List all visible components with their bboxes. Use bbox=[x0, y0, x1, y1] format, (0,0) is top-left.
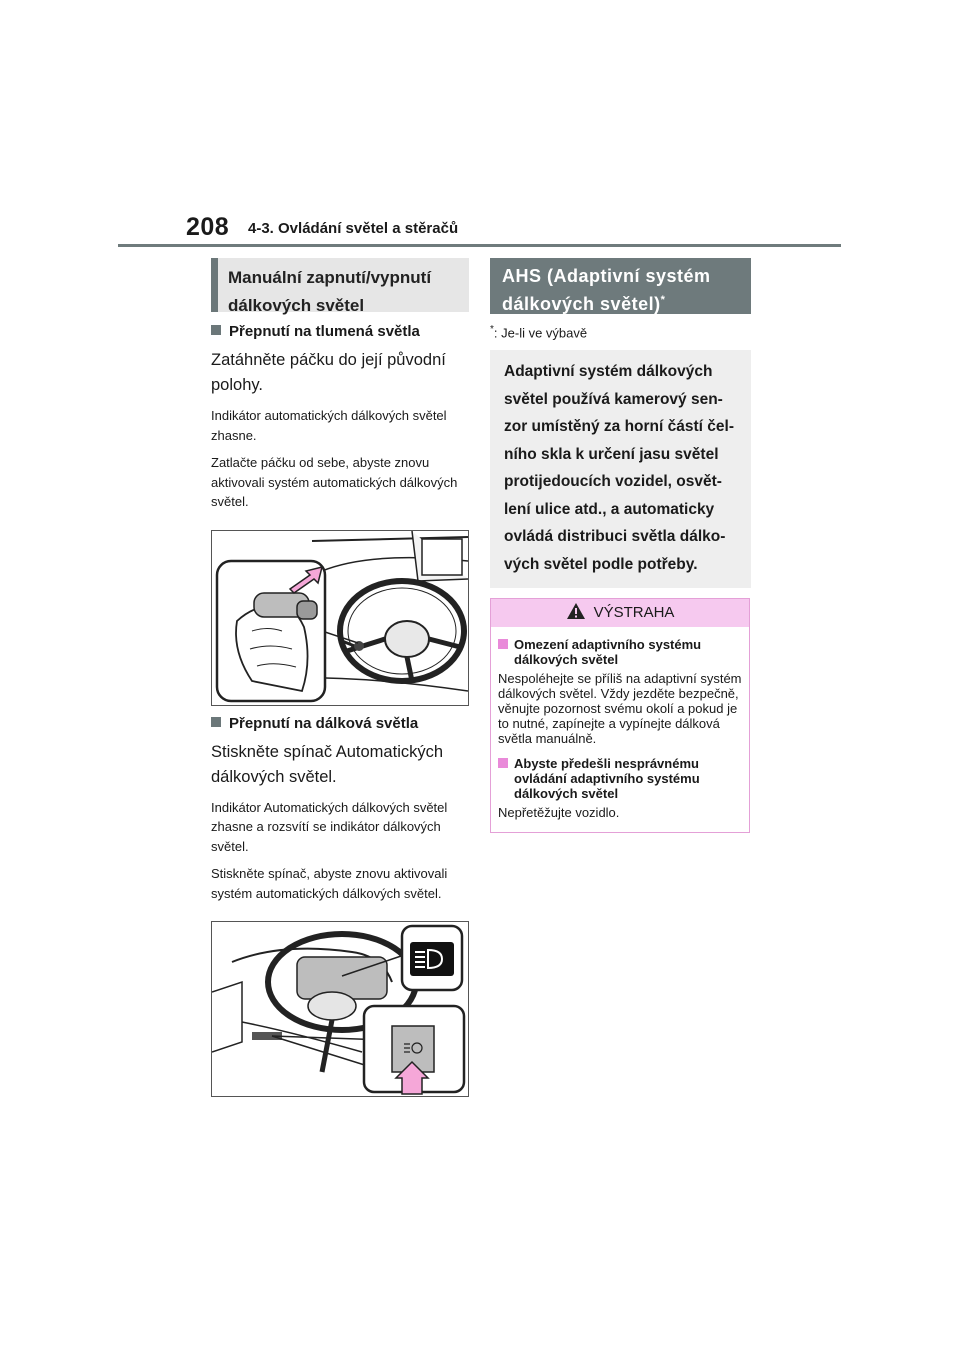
info-line: zor umístěný za horní částí čel- bbox=[504, 418, 734, 436]
note-text: Stiskněte spínač, abyste znovu aktivovali systém automatických dálkových světel. bbox=[211, 866, 448, 901]
figure-ahs-switch bbox=[211, 921, 469, 1097]
left-column bbox=[211, 258, 469, 1097]
warning-item-title: Omezení adaptivního systému dálkových světel bbox=[498, 637, 742, 667]
subheading-text: Přepnutí na dálková světla bbox=[229, 714, 419, 732]
info-line: Adaptivní systém dálkových bbox=[504, 363, 713, 381]
warning-item-title: Abyste předešli nesprávnému ovládání adaptivního systému dálkových světel bbox=[498, 756, 742, 801]
lever-pull-illustration bbox=[212, 531, 468, 705]
footnote-star: * bbox=[490, 324, 494, 335]
info-line: lení ulice atd., a automaticky bbox=[504, 500, 715, 518]
square-bullet-icon bbox=[211, 325, 221, 335]
info-line: ního skla k určení jasu světel bbox=[504, 445, 719, 463]
warning-item-text: Nespoléhejte se příliš na adaptivní systém dálkových světel. Vždy jezděte bezpečně, věnujte pozornost svému okolí a pokud je to nutné, zapínejte a vypínejte dálková světla manuálně. bbox=[498, 671, 742, 747]
page-number: 208 bbox=[186, 213, 230, 241]
info-line: vých světel podle potřeby. bbox=[504, 555, 698, 573]
warning-body bbox=[491, 627, 749, 832]
footnote-text: : Je-li ve výbavě bbox=[493, 325, 588, 341]
ahs-switch-illustration bbox=[212, 922, 468, 1096]
subheading-text: Přepnutí na tlumená světla bbox=[229, 323, 420, 340]
warning-item-text: Nepřetěžujte vozidlo. bbox=[498, 805, 620, 821]
note-text: Zatlačte páčku od sebe, abyste znovu aktivovali systém automatických dálkových světel. bbox=[211, 455, 458, 509]
section-heading-text: dálkových světel) bbox=[502, 294, 661, 314]
section-heading-ahs bbox=[490, 258, 751, 314]
subheading-high-beam bbox=[211, 714, 469, 734]
section-heading-line: dálkových světel bbox=[228, 296, 365, 315]
warning-box bbox=[490, 598, 750, 833]
figure-lever-pull bbox=[211, 530, 469, 706]
running-header: 4-3. Ovládání světel a stěračů bbox=[248, 220, 459, 237]
warning-header bbox=[491, 599, 749, 627]
info-box bbox=[490, 350, 751, 588]
note-text: Indikátor Automatických dálkových světel zhasne a rozsvítí se indikátor dálkových světel. bbox=[211, 799, 448, 854]
square-bullet-icon bbox=[498, 758, 508, 768]
right-column bbox=[490, 258, 751, 833]
section-heading-manual bbox=[211, 258, 469, 315]
info-line: ovládá distribuci světla dálko- bbox=[504, 528, 726, 546]
note-text: Indikátor automatických dálkových světel zhasne. bbox=[211, 408, 447, 443]
footnote-marker: * bbox=[660, 294, 666, 306]
instruction-text: Stiskněte spínač Automatických dálkových světel. bbox=[211, 742, 444, 786]
square-bullet-icon bbox=[498, 639, 508, 649]
footnote bbox=[490, 324, 751, 340]
section-heading-line: AHS (Adaptivní systém bbox=[502, 266, 711, 286]
warning-triangle-icon bbox=[566, 602, 586, 630]
header-rule bbox=[118, 244, 841, 247]
subheading-low-beam bbox=[211, 322, 469, 342]
warning-title: VÝSTRAHA bbox=[593, 604, 675, 622]
info-line: světel používá kamerový sen- bbox=[504, 390, 723, 408]
section-heading-line: Manuální zapnutí/vypnutí bbox=[228, 268, 432, 287]
square-bullet-icon bbox=[211, 717, 221, 727]
info-line: protijedoucích vozidel, osvět- bbox=[504, 473, 722, 491]
instruction-text: Zatáhněte páčku do její původní polohy. bbox=[211, 351, 446, 394]
